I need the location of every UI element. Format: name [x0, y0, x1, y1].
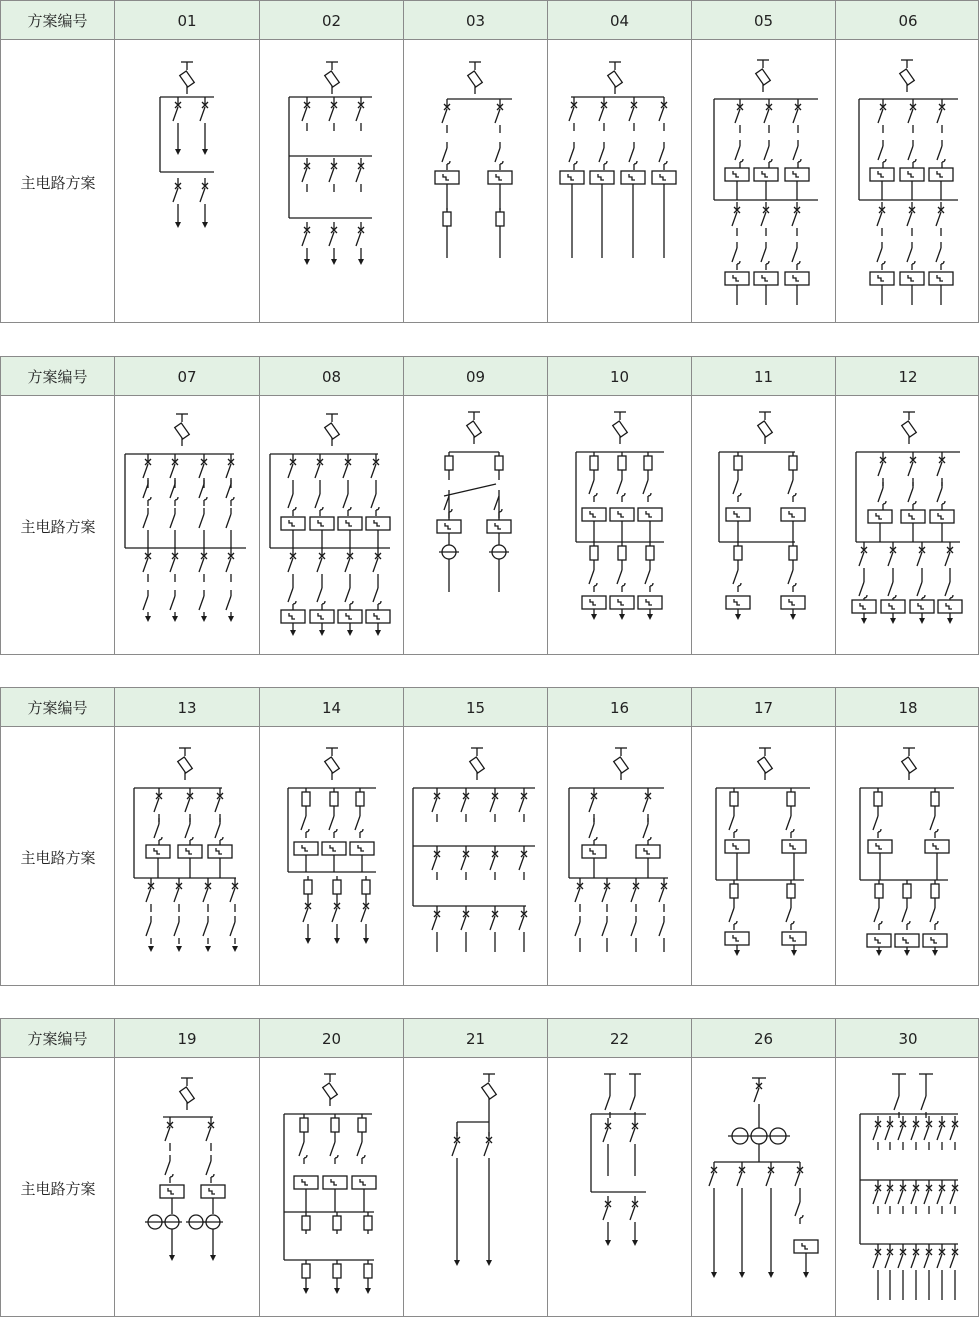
scheme-30-row-2 — [873, 1180, 958, 1214]
scheme-12-diagram — [852, 412, 962, 624]
scheme-number: 15 — [404, 688, 548, 728]
scheme-number: 08 — [260, 357, 404, 397]
scheme-number: 19 — [115, 1019, 260, 1059]
row-label: 主电路方案 — [20, 1180, 96, 1198]
scheme-number: 01 — [115, 1, 260, 41]
scheme-number: 11 — [692, 357, 836, 397]
scheme-08-diagram — [270, 414, 390, 636]
scheme-number: 20 — [260, 1019, 404, 1059]
scheme-13-diagram — [134, 748, 238, 952]
scheme-30-diagram — [860, 1074, 958, 1300]
scheme-04-diagram — [560, 62, 676, 258]
scheme-number: 02 — [260, 1, 404, 41]
scheme-11-diagram — [719, 412, 805, 620]
scheme-number: 10 — [548, 357, 692, 397]
scheme-number: 13 — [115, 688, 260, 728]
scheme-20-diagram — [284, 1074, 376, 1294]
header-label: 方案编号 — [1, 688, 115, 728]
scheme-number: 04 — [548, 1, 692, 41]
scheme-30-row-3 — [873, 1244, 958, 1300]
scheme-number: 14 — [260, 688, 404, 728]
scheme-number: 22 — [548, 1019, 692, 1059]
row-label: 主电路方案 — [20, 518, 96, 536]
scheme-03-diagram — [435, 62, 512, 258]
scheme-number: 06 — [898, 12, 918, 30]
scheme-16-diagram — [569, 748, 668, 952]
header-label: 方案编号 — [1, 1019, 115, 1059]
row-label: 主电路方案 — [20, 849, 96, 867]
scheme-number: 17 — [692, 688, 836, 728]
scheme-26-diagram — [709, 1078, 818, 1278]
scheme-22-diagram — [591, 1074, 646, 1246]
scheme-07-diagram — [125, 414, 246, 622]
scheme-06-diagram — [859, 60, 958, 305]
scheme-number: 05 — [692, 1, 836, 41]
scheme-10-diagram — [576, 412, 664, 620]
scheme-number: 21 — [404, 1019, 548, 1059]
scheme-number: 26 — [692, 1019, 836, 1059]
scheme-number: 16 — [548, 688, 692, 728]
scheme-number: 18 — [898, 699, 918, 717]
scheme-02-diagram — [289, 62, 372, 265]
scheme-30-row-1 — [873, 1116, 958, 1150]
scheme-number: 07 — [115, 357, 260, 397]
header-label: 方案编号 — [1, 1, 115, 41]
scheme-19-diagram — [145, 1078, 225, 1261]
scheme-15-diagram — [413, 748, 535, 952]
scheme-14-diagram — [288, 748, 376, 944]
scheme-01-diagram — [160, 62, 214, 228]
row-label: 主电路方案 — [20, 174, 96, 192]
header-label: 方案编号 — [1, 357, 115, 397]
scheme-number: 12 — [898, 368, 918, 386]
scheme-number: 30 — [898, 1030, 918, 1048]
scheme-21-diagram — [452, 1074, 496, 1266]
scheme-number: 03 — [404, 1, 548, 41]
scheme-09-diagram — [437, 412, 511, 592]
scheme-17-diagram — [716, 748, 810, 956]
scheme-number: 09 — [404, 357, 548, 397]
scheme-18-diagram — [860, 748, 954, 956]
scheme-05-diagram — [714, 60, 818, 305]
